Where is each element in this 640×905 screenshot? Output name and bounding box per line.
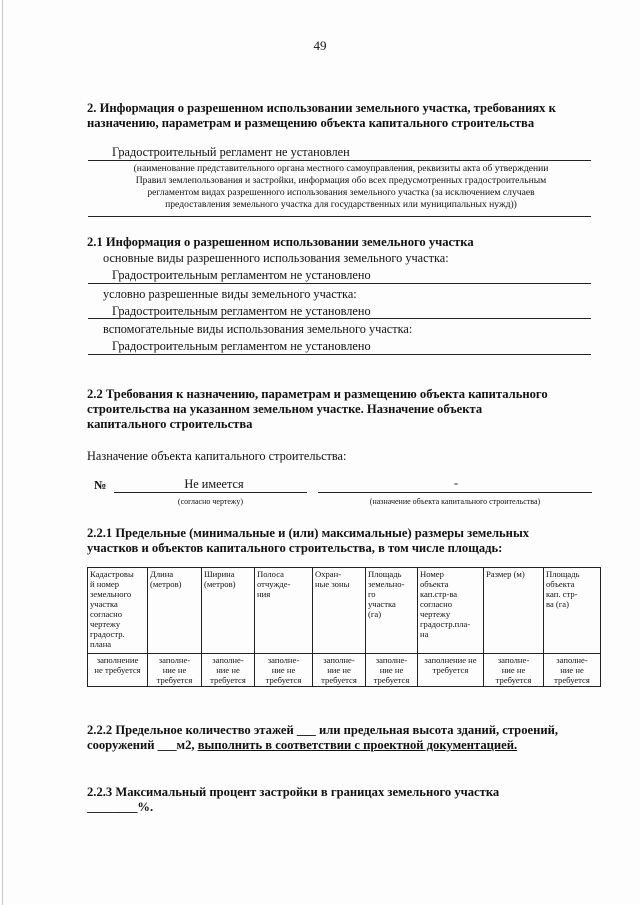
section222-line1: 2.2.2 Предельное количество этажей ___ или предельная высота зданий, строений,	[87, 723, 558, 737]
header-object-number: Номер объекта кап.стр-ва согласно чертежу градостр.пла- на	[418, 568, 484, 654]
header-length: Длина (метров)	[148, 568, 202, 654]
purpose-label: Назначение объекта капитального строительства:	[87, 449, 347, 463]
table-cell: заполнение не требуется	[88, 654, 148, 687]
table-cell: заполне- ние не требуется	[313, 654, 366, 687]
section221-heading	[87, 526, 597, 556]
section223-line2: ________%.	[87, 800, 154, 814]
header-plot-area: Площадь земельно- го участка (га)	[366, 568, 418, 654]
size-limits-table	[87, 567, 601, 687]
section223-line1: 2.2.3 Максимальный процент застройки в границах земельного участка	[87, 785, 500, 799]
regulation-value: Градостроительный регламент не установлен	[112, 145, 350, 159]
object-number-value: Не имеется	[184, 477, 244, 491]
section2-heading	[87, 101, 587, 131]
number-sign: №	[94, 478, 107, 492]
header-cadastral	[88, 568, 148, 654]
conditional-use-label: условно разрешенные виды земельного участка:	[103, 287, 357, 301]
section22-heading-line: капитального строительства	[87, 417, 253, 431]
header-size: Размер (м)	[484, 568, 544, 654]
section21-heading: 2.1 Информация о разрешенном использовании земельного участка	[87, 235, 474, 249]
cell-text: Кадастровы й номер земельного участка согласно чертежу градостр. плана	[90, 569, 134, 649]
regulation-rule	[88, 160, 591, 161]
table-cell: заполне- ние не требуется	[202, 654, 255, 687]
page-number: 49	[313, 38, 327, 53]
section222-line2-start: сооружений ___м2,	[87, 738, 198, 752]
object-purpose-caption: (назначение объекта капитального строительства)	[369, 497, 541, 506]
table-cell: заполне- ние не требуется	[484, 654, 544, 687]
section223	[87, 785, 607, 815]
object-number-rule	[114, 492, 307, 493]
section22-heading-line: 2.2 Требования к назначению, параметрам и размещению объекта капитального	[87, 387, 548, 401]
main-use-rule	[88, 283, 591, 284]
note-line: (наименование представительного органа местного самоуправления, реквизиты акта об утверждении	[133, 163, 549, 174]
auxiliary-use-label: вспомогательные виды использования земельного участка:	[103, 322, 413, 336]
note-line: Правил землепользования и застройки, информация обо всех предусмотренных градостроительным	[135, 175, 547, 186]
table-cell: заполне- ние не требуется	[544, 654, 601, 687]
section221-heading-line: участков и объектов капитального строительства, в том числе площадь:	[87, 541, 503, 555]
header-protected-zones: Охран- ные зоны	[313, 568, 366, 654]
section222-line2-underlined: выполнить в соответствии с проектной документацией.	[197, 738, 518, 752]
note-rule	[88, 216, 591, 217]
regulation-note	[90, 163, 592, 211]
table-cell: заполне- ние не требуется	[255, 654, 313, 687]
section221-heading-line: 2.2.1 Предельные (минимальные и (или) максимальные) размеры земельных	[87, 526, 530, 540]
header-exclusion-strip: Полоса отчужде- ния	[255, 568, 313, 654]
conditional-use-value: Градостроительным регламентом не установлено	[112, 304, 371, 318]
table-cell: заполне- ние не требуется	[366, 654, 418, 687]
main-use-value: Градостроительным регламентом не установлено	[112, 268, 371, 282]
note-line: предоставления земельного участка для государственных или муниципальных нужд))	[165, 199, 517, 210]
section22-heading	[87, 387, 597, 432]
note-line: регламентом видах разрешенного использования земельного участка (за исключением случаев	[147, 187, 535, 198]
table-header-row	[88, 568, 601, 654]
section2-heading-line: 2. Информация о разрешенном использовании земельного участка, требованиях к	[87, 101, 556, 115]
header-width: Ширина (метров)	[202, 568, 255, 654]
section222-line2	[87, 738, 607, 753]
conditional-use-rule	[88, 318, 591, 319]
section222	[87, 723, 607, 753]
main-use-label: основные виды разрешенного использования земельного участка:	[103, 251, 449, 265]
object-purpose-rule	[318, 492, 592, 493]
object-purpose-value: -	[453, 476, 459, 490]
auxiliary-use-value: Градостроительным регламентом не установлено	[112, 339, 371, 353]
scan-edge	[2, 0, 3, 905]
auxiliary-use-rule	[88, 354, 591, 355]
object-number-caption: (согласно чертежу)	[177, 497, 244, 506]
table-cell: заполне- ние не требуется	[148, 654, 202, 687]
header-object-area: Площадь объекта кап. стр- ва (га)	[544, 568, 601, 654]
section2-heading-line: назначению, параметрам и размещению объекта капитального строительства	[87, 116, 535, 130]
table-cell: заполнение не требуется	[418, 654, 484, 687]
section22-heading-line: строительства на указанном земельном участке. Назначение объекта	[87, 402, 483, 416]
table-row	[88, 654, 601, 687]
